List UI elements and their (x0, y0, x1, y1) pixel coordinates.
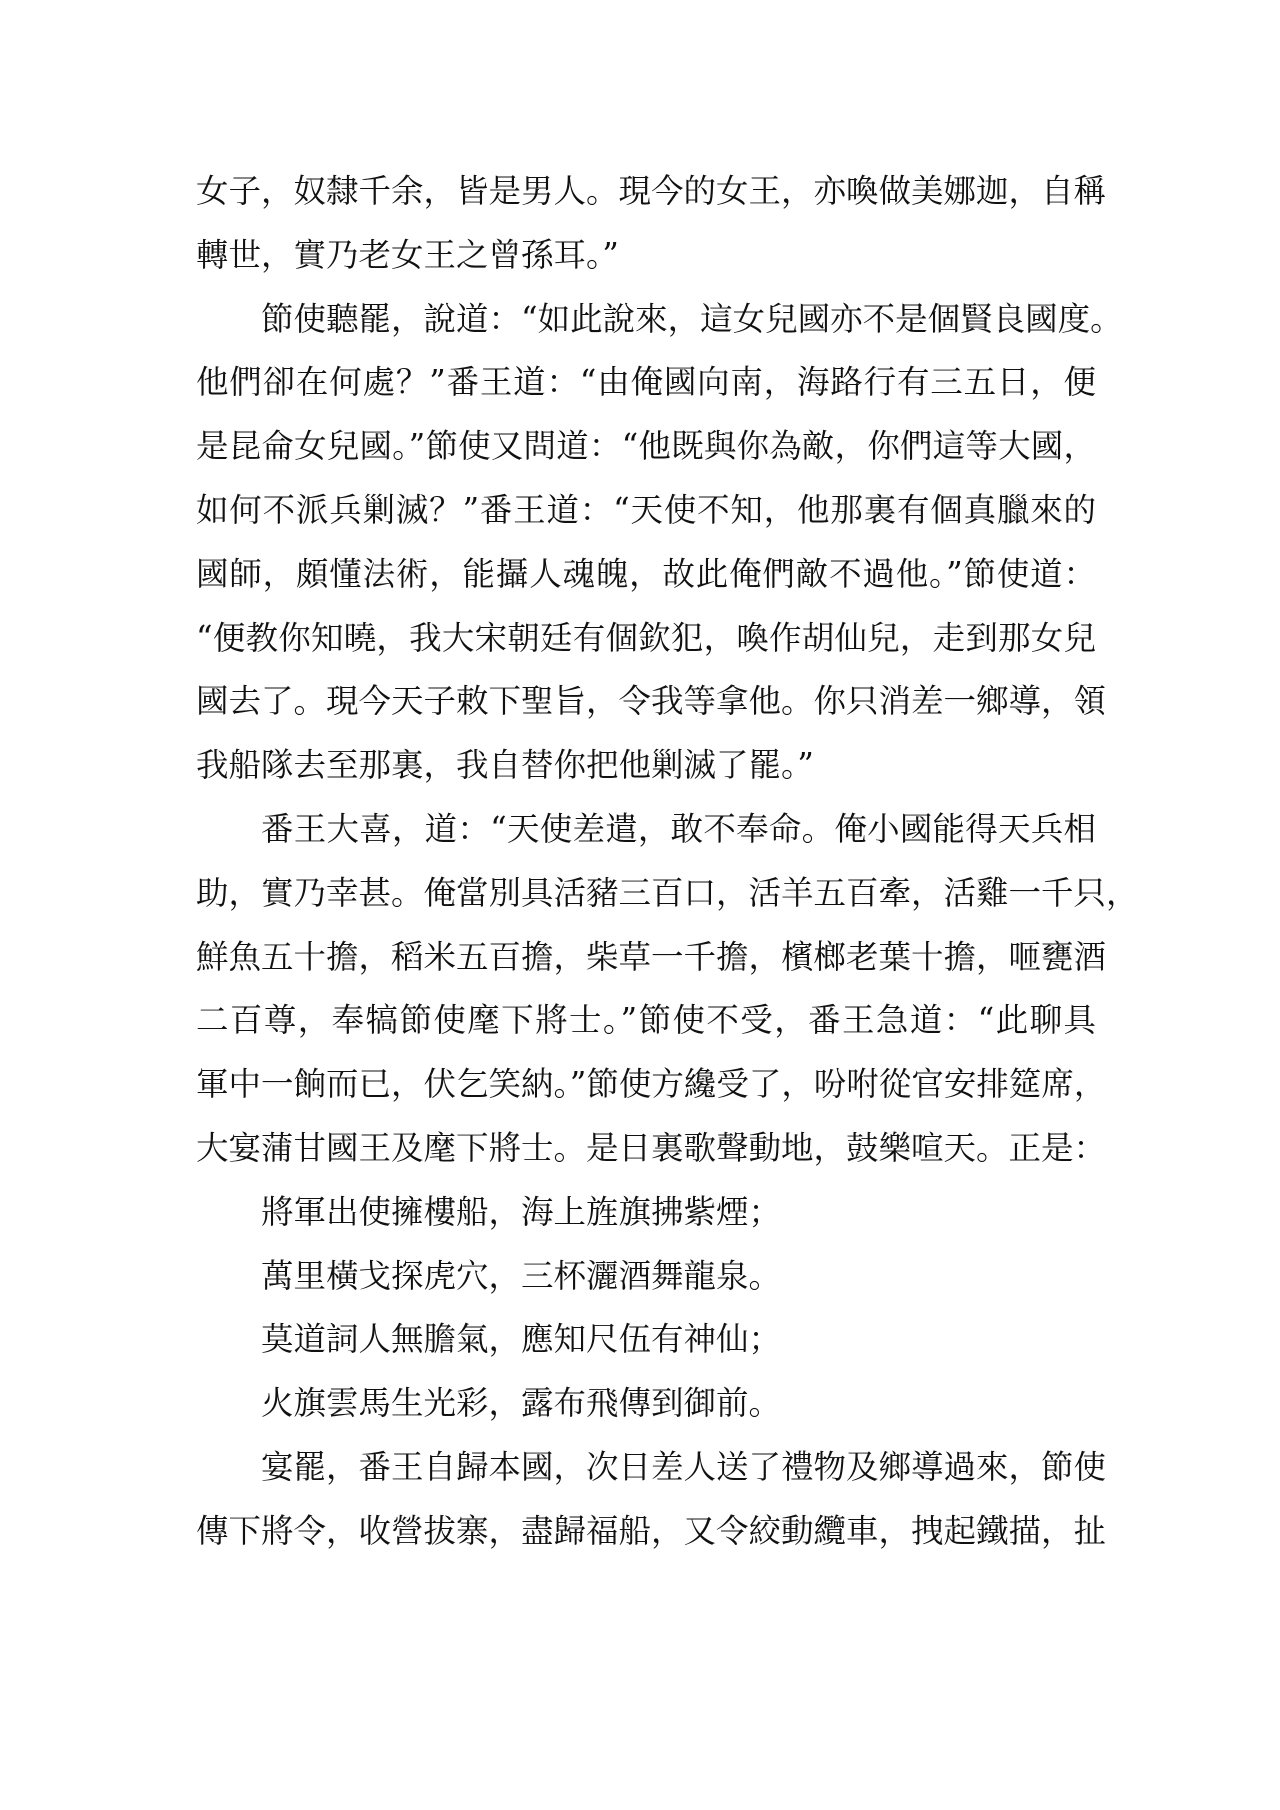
text-line: 女子，奴隸千余，皆是男人。現今的女王，亦喚做美娜迦，自稱 (196, 172, 1107, 210)
poem-line: 將軍出使擁樓船，海上旌旗拂紫煙； (261, 1192, 782, 1231)
text-line: 二百尊，奉犒節使麾下將士。”節使不受，番王急道：“此聊具 (196, 1001, 1096, 1040)
text-line: 他們卻在何處？”番王道：“由俺國向南，海路行有三五日，便 (196, 363, 1096, 402)
text-line: 助，實乃幸甚。俺當別具活豬三百口，活羊五百牽，活雞一千只， (196, 873, 1139, 912)
text-line: “便教你知曉，我大宋朝廷有個欽犯，喚作胡仙兒，走到那女兒 (196, 618, 1096, 657)
text-line: 轉世，實乃老女王之曾孫耳。” (196, 235, 619, 274)
text-line: 如何不派兵剿滅？”番王道：“天使不知，他那裏有個真臘來的 (196, 490, 1096, 529)
paragraph-start-line: 節使聽罷，說道：“如此說來，這女兒國亦不是個賢良國度。 (261, 299, 1123, 338)
poem-line: 火旗雲馬生光彩，露布飛傳到御前。 (261, 1384, 782, 1423)
text-line: 我船隊去至那裏，我自替你把他剿滅了罷。” (196, 746, 814, 785)
text-line: 軍中一餉而已，伏乞笑納。”節使方纔受了，吩咐從官安排筵席， (196, 1065, 1107, 1104)
document-body (196, 160, 1139, 1564)
text-line: 鮮魚五十擔，稻米五百擔，柴草一千擔，檳榔老葉十擔，咂甕酒 (196, 937, 1107, 976)
poem-line: 萬里橫戈探虎穴，三杯灑酒舞龍泉。 (261, 1256, 782, 1295)
paragraph-start-line: 宴罷，番王自歸本國，次日差人送了禮物及鄉導過來，節使 (261, 1447, 1107, 1486)
poem-line: 莫道詞人無膽氣，應知尺伍有神仙； (261, 1320, 782, 1359)
paragraph-start-line: 番王大喜，道：“天使差遣，敢不奉命。俺小國能得天兵相 (261, 809, 1096, 848)
text-line: 國去了。現今天子敕下聖旨，令我等拿他。你只消差一鄉導，領 (196, 682, 1107, 721)
text-line: 傳下將令，收營拔寨，盡歸福船，又令絞動纜車，拽起鐵描，扯 (196, 1511, 1107, 1550)
text-line: 大宴蒲甘國王及麾下將士。是日裏歌聲動地，鼓樂喧天。正是： (196, 1128, 1107, 1167)
text-line: 國師，頗懂法術，能攝人魂魄，故此俺們敵不過他。”節使道： (196, 554, 1096, 593)
text-line: 是昆侖女兒國。”節使又問道：“他既與你為敵，你們這等大國， (196, 427, 1096, 466)
